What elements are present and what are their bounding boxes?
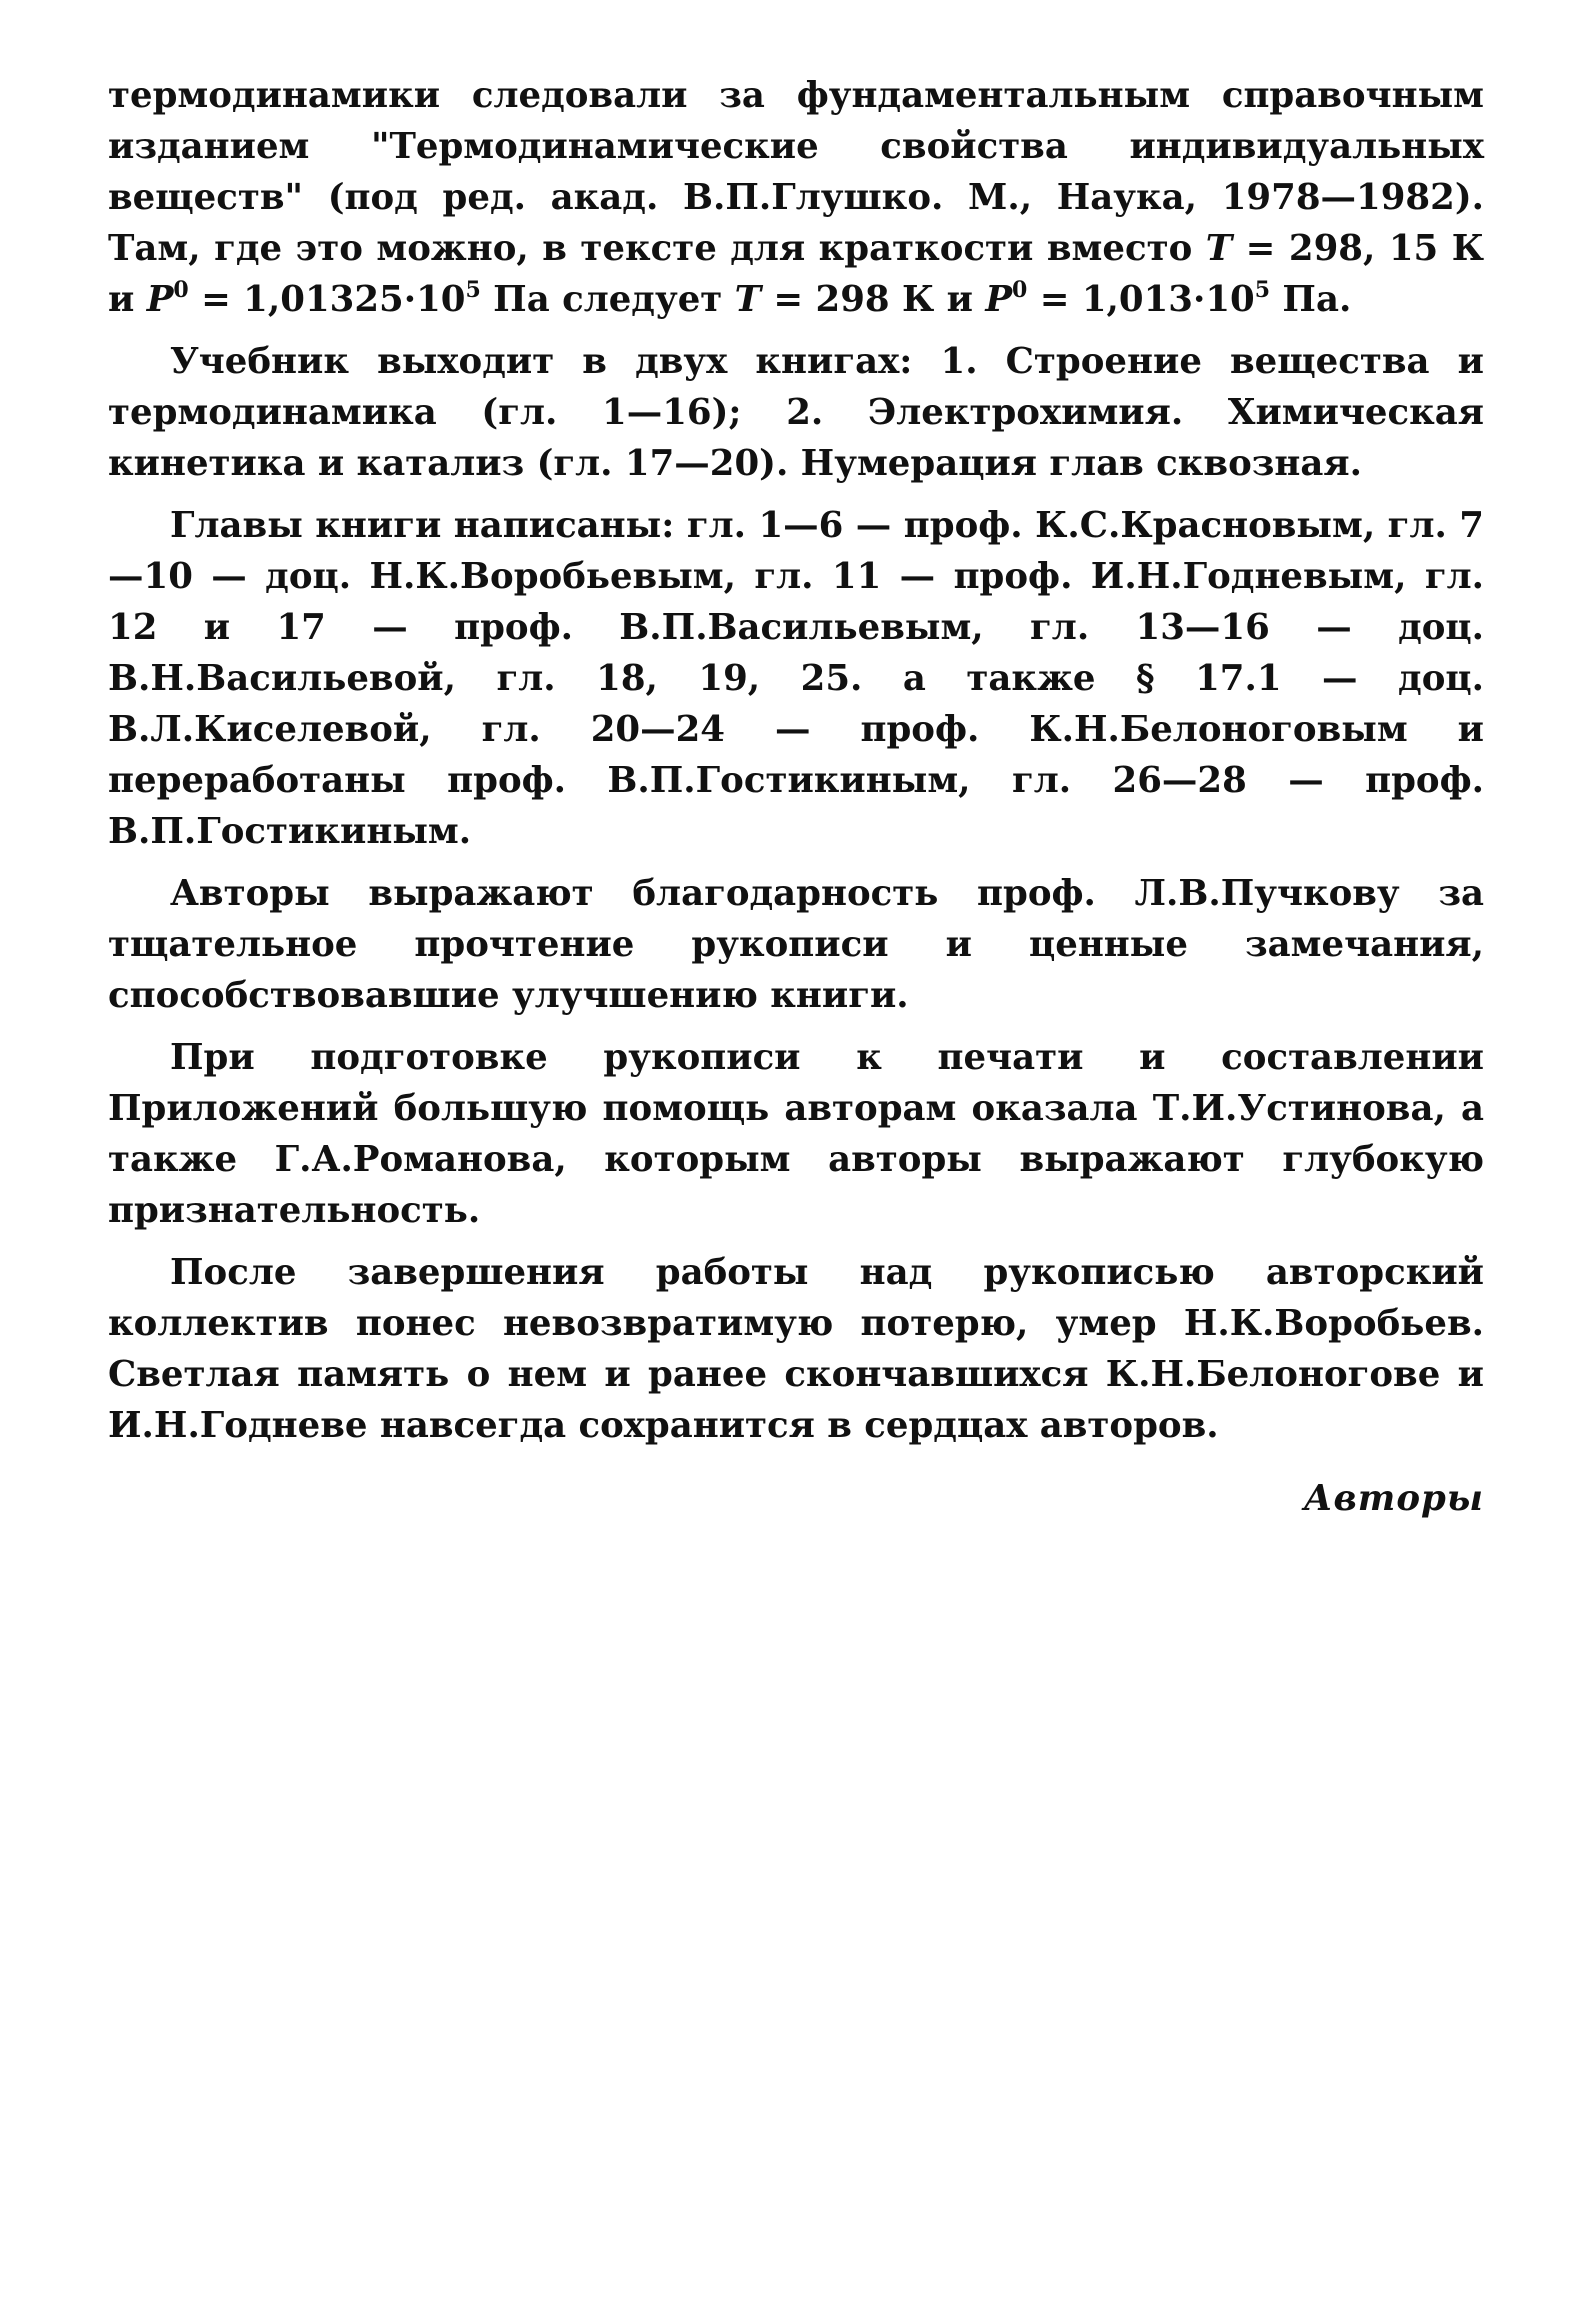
pressure-superscript: 0 bbox=[173, 277, 189, 303]
p1-text-7: Па. bbox=[1270, 279, 1352, 320]
exponent-1: 5 bbox=[465, 277, 481, 303]
pressure-symbol-2: P bbox=[985, 279, 1013, 320]
temperature-symbol: T bbox=[1205, 228, 1233, 269]
paragraph-continuation bbox=[108, 70, 1484, 325]
exponent-2: 5 bbox=[1254, 277, 1271, 303]
temperature-symbol-2: T bbox=[734, 279, 762, 320]
paragraph-acknowledgement: Авторы выражают благодарность проф. Л.В.Пучкову за тщательное прочтение рукописи и ценные замечания, способствовавшие улучшению книги. bbox=[108, 873, 1484, 1016]
signature-authors: Авторы bbox=[1303, 1478, 1484, 1519]
p1-text-4: Па следует bbox=[480, 279, 735, 320]
paragraph-book-structure: Учебник выходит в двух книгах: 1. Строение вещества и термодинамика (гл. 1—16); 2. Электрохимия. Химическая кинетика и катализ (гл. 17—20). Нумерация глав сквозная. bbox=[108, 341, 1484, 484]
p1-text-3: = 1,01325·10 bbox=[188, 279, 466, 320]
p1-text-2: = 298, 15 К и bbox=[108, 228, 1485, 320]
pressure-symbol: P bbox=[146, 279, 174, 320]
p1-text-5: = 298 К и bbox=[761, 279, 986, 320]
p1-text-6: = 1,013·10 bbox=[1027, 279, 1255, 320]
pressure-superscript-2: 0 bbox=[1012, 277, 1028, 303]
page-text-block bbox=[108, 70, 1484, 1524]
paragraph-memorial: После завершения работы над рукописью авторский коллектив понес невозвратимую потерю, умер Н.К.Воробьев. Светлая память о нем и ранее скончавшихся К.Н.Белоногове и И.Н.Годневе навсегда сохранится в сердцах авторов. bbox=[108, 1252, 1484, 1446]
paragraph-appendix-help: При подготовке рукописи к печати и составлении Приложений большую помощь авторам оказала Т.И.Устинова, а также Г.А.Романова, которым авторы выражают глубокую признательность. bbox=[108, 1037, 1484, 1231]
p1-text-1: термодинамики следовали за фундаментальным справочным изданием "Термодинамические свойства индивидуальных веществ" (под ред. акад. В.П.Глушко. М., Наука, 1978—1982). Там, где это можно, в тексте для краткости вместо bbox=[108, 75, 1484, 269]
paragraph-chapter-authors: Главы книги написаны: гл. 1—6 — проф. К.С.Красновым, гл. 7—10 — доц. Н.К.Воробьевым, гл. 11 — проф. И.Н.Годневым, гл. 12 и 17 — проф. В.П.Васильевым, гл. 13—16 — доц. В.Н.Васильевой, гл. 18, 19, 25. а также § 17.1 — доц. В.Л.Киселевой, гл. 20—24 — проф. К.Н.Белоноговым и переработаны проф. В.П.Гостикиным, гл. 26—28 — проф. В.П.Гостикиным. bbox=[108, 505, 1484, 852]
